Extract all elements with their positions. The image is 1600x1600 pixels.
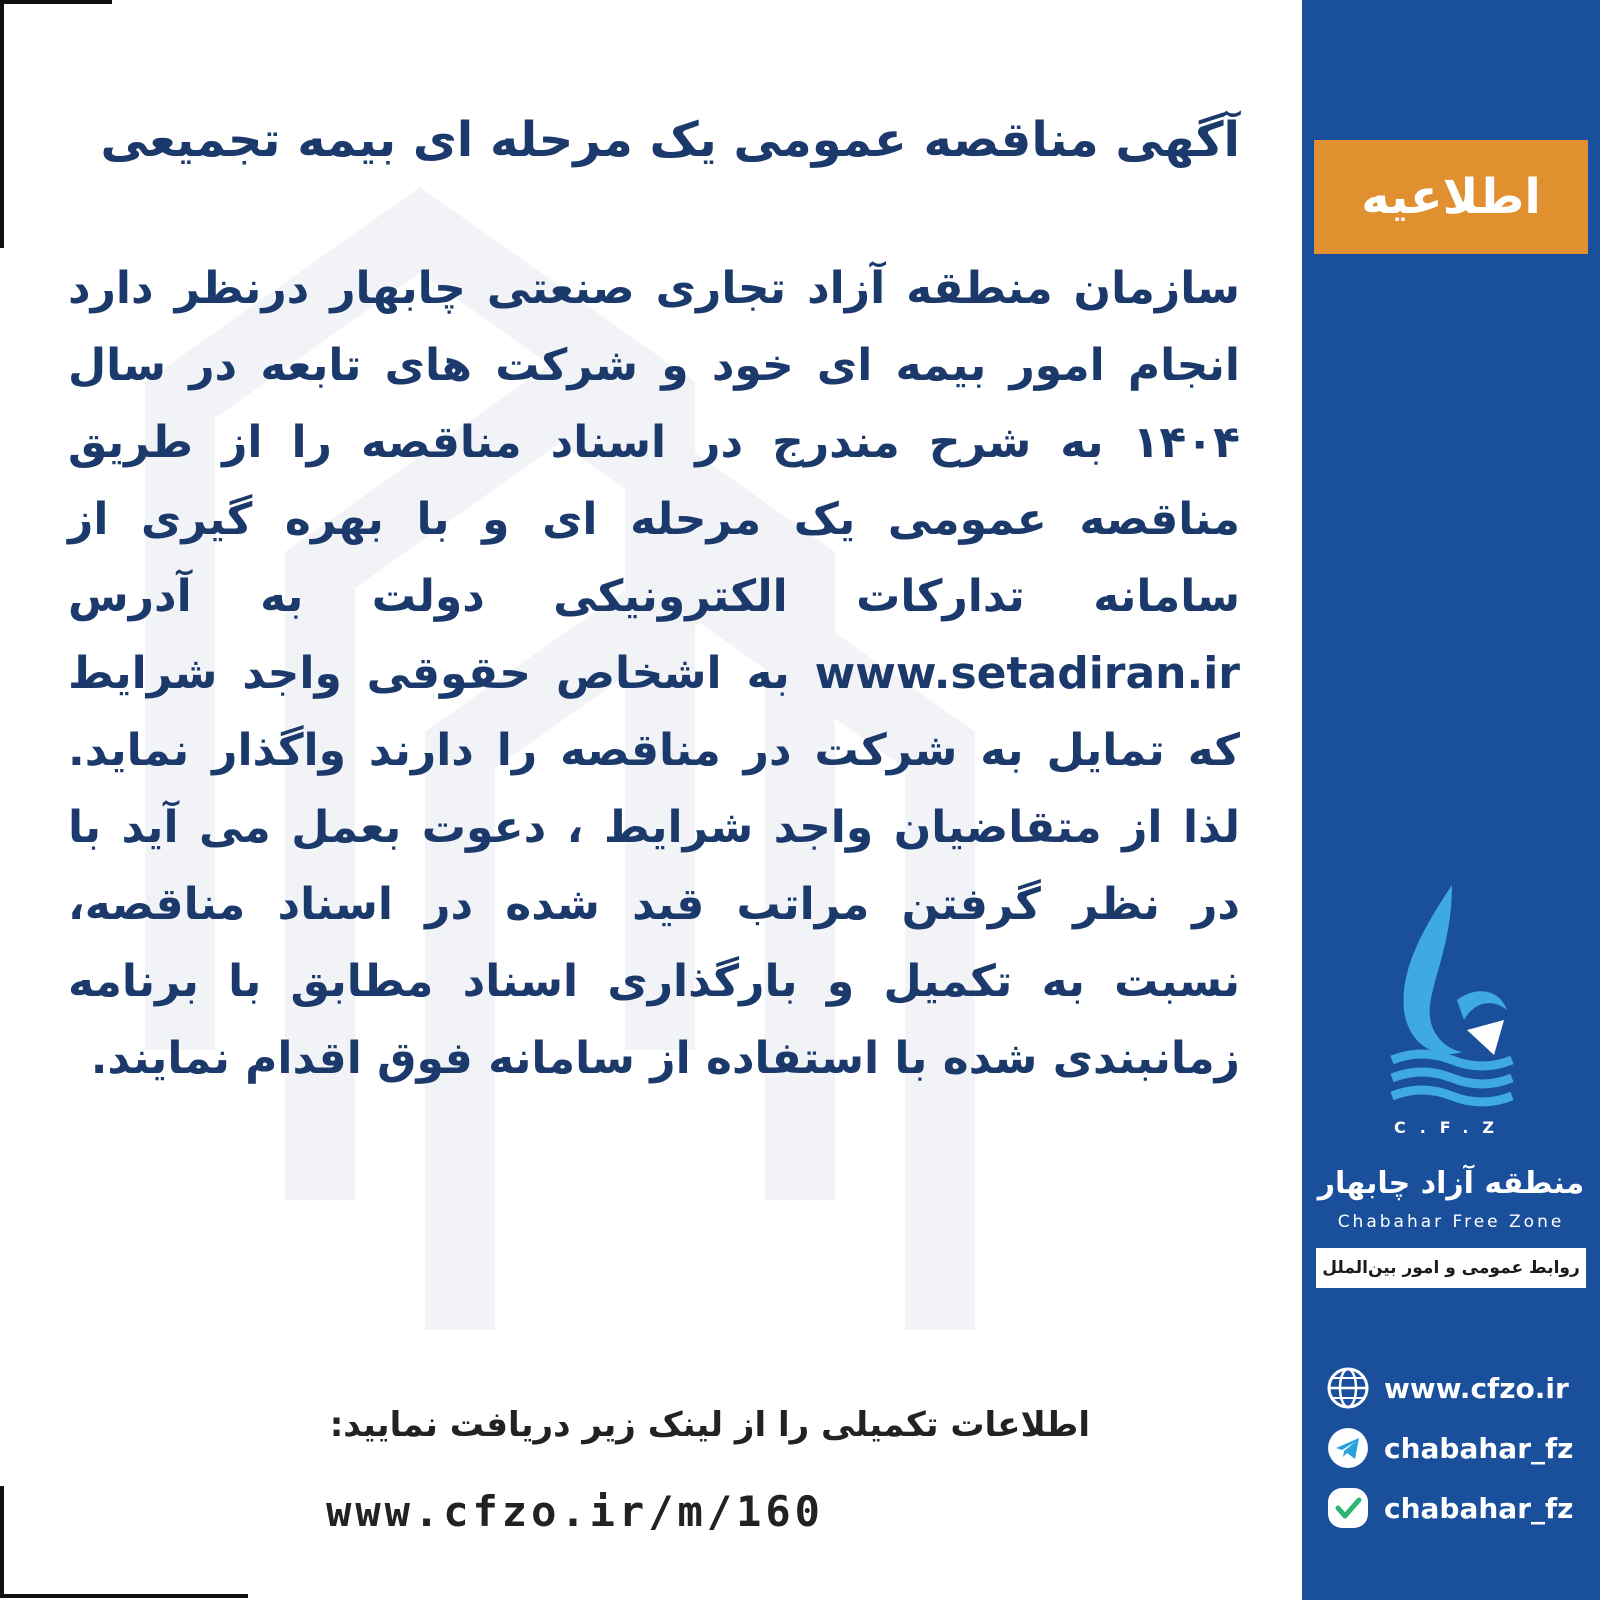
contact-verified[interactable] (1326, 1484, 1588, 1532)
cfz-logo-icon (1382, 880, 1522, 1110)
department-label: روابط عمومی و امور بین‌الملل (1316, 1248, 1586, 1288)
check-badge-icon (1326, 1486, 1370, 1530)
corner-bottom-left-v (0, 1486, 4, 1598)
org-name-fa: منطقه آزاد چابهار (1317, 1166, 1585, 1201)
sidebar (1302, 0, 1600, 1600)
globe-icon (1326, 1366, 1370, 1410)
contact-telegram[interactable] (1326, 1424, 1588, 1472)
logo-caption: C.F.Z (1393, 1118, 1509, 1137)
main-content (60, 100, 1240, 1097)
telegram-text: chabahar_fz (1384, 1431, 1574, 1465)
contact-website[interactable] (1326, 1364, 1588, 1412)
corner-top-left-v (0, 0, 4, 248)
telegram-icon (1326, 1426, 1370, 1470)
website-text: www.cfzo.ir (1384, 1371, 1569, 1405)
verified-text: chabahar_fz (1384, 1491, 1574, 1525)
footer-link[interactable]: www.cfzo.ir/m/160 (326, 1487, 824, 1536)
corner-top-left-h (0, 0, 112, 4)
announcement-body: سازمان منطقه آزاد تجاری صنعتی چابهار درنظر دارد انجام امور بیمه ای خود و شرکت های تابعه در سال ۱۴۰۴ به شرح مندرج در اسناد مناقصه را از طریق مناقصه عمومی یک مرحله ای و با بهره گیری از سامانه تدارکات الکترونیکی دولت به آدرس www.setadiran.ir به اشخاص حقوقی واجد شرایط که تمایل به شرکت در مناقصه را دارند واگذار نماید. لذا از متقاضیان واجد شرایط ، دعوت بعمل می آید با در نظر گرفتن مراتب قید شده در اسناد مناقصه، نسبت به تکمیل و بارگذاری اسناد مطابق با برنامه زمانبندی شده با استفاده از سامانه فوق اقدام نمایند. (68, 263, 1240, 1084)
footer-note: اطلاعات تکمیلی را از لینک زیر دریافت نمایید: (329, 1405, 1090, 1445)
notice-badge: اطلاعیه (1314, 140, 1588, 254)
corner-bottom-left-h (0, 1594, 248, 1598)
org-name-en: Chabahar Free Zone (1337, 1212, 1565, 1232)
page-title: آگهی مناقصه عمومی یک مرحله ای بیمه تجمیعی (100, 112, 1240, 168)
